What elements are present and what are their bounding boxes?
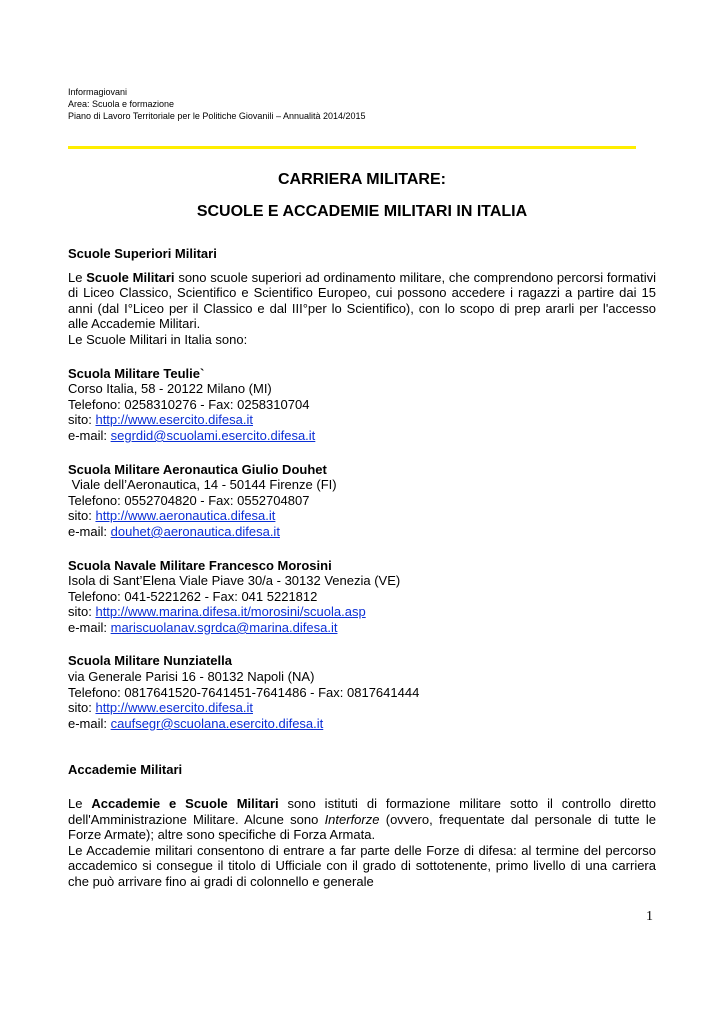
school-address: via Generale Parisi 16 - 80132 Napoli (NA) [68,669,315,685]
header-divider [68,146,636,149]
page-number: 1 [646,909,653,924]
site-label: sito: [68,700,96,716]
school-site-link[interactable]: http://www.marina.difesa.it/morosini/scuola.asp [95,604,366,620]
document-body [68,246,656,890]
page-title: CARRIERA MILITARE: [278,171,446,188]
school-site-row [68,412,656,428]
scuole-intro-paragraph [68,270,656,332]
school-address: Corso Italia, 58 - 20122 Milano (MI) [68,381,272,397]
school-name: Scuola Militare Nunziatella [68,653,232,669]
school-name: Scuola Navale Militare Francesco Morosini [68,557,332,573]
school-site-row [68,508,656,524]
school-entry [68,366,656,444]
email-label: e-mail: [68,427,111,443]
school-email-link[interactable]: segrdid@scuolami.esercito.difesa.it [110,427,316,443]
page-subtitle: SCUOLE E ACCADEMIE MILITARI IN ITALIA [196,203,528,220]
school-address: Isola di Sant’Elena Viale Piave 30/a - 30132 Venezia (VE) [68,573,401,589]
page-header [68,86,366,122]
intro-text-rest: sono scuole superiori ad ordinamento militare, che comprendono percorsi formativi di Liceo Classico, Scientifico e Scientifico Europeo, cui possono accedere i ragazzi a partire dai 15 anni (dal I°Liceo per il Classico e dal III°per lo Scientifico), con lo scopo di prep ararli per l'accesso alle Accademie Militari. [68,269,656,332]
school-site-row [68,604,656,620]
school-email-link[interactable]: douhet@aeronautica.difesa.it [110,523,280,539]
email-label: e-mail: [68,619,111,635]
school-name: Scuola Militare Aeronautica Giulio Douhet [68,461,327,477]
school-email-row [68,716,656,732]
intro-text-start: Le [68,269,87,285]
site-label: sito: [68,604,96,620]
school-entry [68,558,656,636]
school-address: Viale dell’Aeronautica, 14 - 50144 Firenze (FI) [68,477,337,493]
header-line-2: Area: Scuola e formazione [68,99,175,109]
school-email-row [68,428,656,444]
section-heading-accademie: Accademie Militari [68,762,183,778]
school-site-link[interactable]: http://www.esercito.difesa.it [95,700,253,716]
section-heading-scuole: Scuole Superiori Militari [68,246,217,261]
school-site-link[interactable]: http://www.aeronautica.difesa.it [95,508,276,524]
p1-italic-term: Interforze [324,811,380,827]
school-phone: Telefono: 0817641520-7641451-7641486 - Fax: 0817641444 [68,684,420,700]
site-label: sito: [68,412,96,428]
school-entry [68,653,656,731]
p1-text-end: (ovvero, frequentate dal personale di tutte le Forze Armate); altre sono specifiche di Forza Armata. [68,811,656,843]
p1-bold-term: Accademie e Scuole Militari [91,796,279,812]
scuole-list-intro: Le Scuole Militari in Italia sono: [68,331,248,347]
accademie-paragraph-2: Le Accademie militari consentono di entrare a far parte delle Forze di difesa: al termine del percorso accademico si consegue il titolo di Ufficiale con il grado di sottotenente, primo livello di una carriera che può arrivare fino ai gradi di colonnello e generale [68,842,656,889]
school-entry [68,462,656,540]
school-email-link[interactable]: caufsegr@scuolana.esercito.difesa.it [110,715,324,731]
school-site-row [68,700,656,716]
email-label: e-mail: [68,715,111,731]
header-line-3: Piano di Lavoro Territoriale per le Politiche Giovanili – Annualità 2014/2015 [68,111,366,121]
site-label: sito: [68,508,96,524]
school-name: Scuola Militare Teulie` [68,365,205,381]
intro-bold-term: Scuole Militari [86,269,175,285]
email-label: e-mail: [68,523,111,539]
school-phone: Telefono: 041-5221262 - Fax: 041 5221812 [68,588,318,604]
school-phone: Telefono: 0258310276 - Fax: 0258310704 [68,396,310,412]
school-site-link[interactable]: http://www.esercito.difesa.it [95,412,253,428]
school-email-link[interactable]: mariscuolanav.sgrdca@marina.difesa.it [110,619,338,635]
header-line-1: Informagiovani [68,87,128,97]
p1-text-middle: sono istituti di formazione militare sotto il controllo diretto dell'Amministrazione Militare. Alcune sono [68,796,657,827]
school-phone: Telefono: 0552704820 - Fax: 0552704807 [68,492,310,508]
school-email-row [68,524,656,540]
school-email-row [68,620,656,636]
p1-text-start: Le [68,796,92,812]
accademie-paragraph-1 [68,796,656,843]
